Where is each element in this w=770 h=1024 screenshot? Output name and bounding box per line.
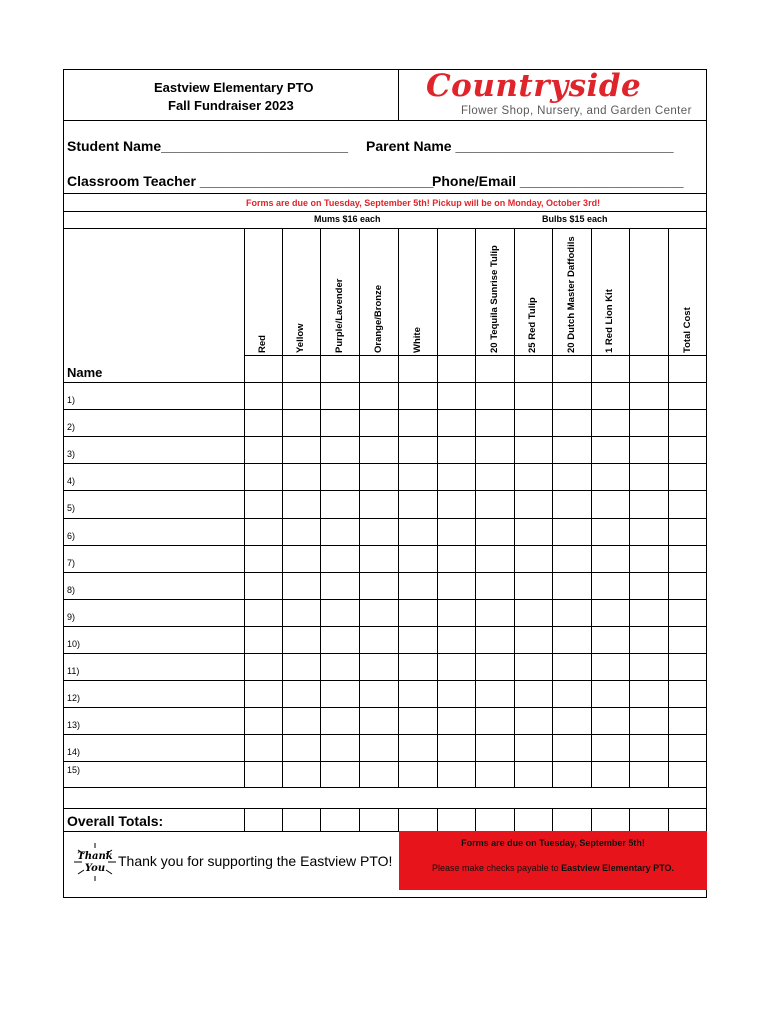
quantity-cell[interactable] [359,734,398,761]
quantity-cell[interactable] [320,436,359,463]
quantity-cell[interactable] [320,626,359,653]
quantity-cell[interactable] [591,572,629,599]
quantity-cell[interactable] [668,572,707,599]
quantity-cell[interactable] [591,463,629,490]
quantity-cell[interactable] [514,490,552,517]
quantity-cell[interactable] [320,599,359,626]
checks-payable-prefix: Please make checks payable to [432,863,562,873]
quantity-cell[interactable] [552,545,591,572]
quantity-cell[interactable] [282,572,320,599]
quantity-cell[interactable] [398,518,437,545]
quantity-cell[interactable] [629,545,668,572]
student-name-cell[interactable] [63,409,244,436]
quantity-cell[interactable] [552,734,591,761]
checks-payable-note [399,863,707,873]
svg-text:You: You [84,863,106,874]
quantity-cell[interactable] [475,382,514,409]
quantity-cell[interactable] [282,653,320,680]
row-number: 9) [67,611,76,622]
column-header: 20 Dutch Master Daffodils [565,236,577,353]
quantity-cell[interactable] [359,409,398,436]
quantity-cell[interactable] [552,626,591,653]
quantity-cell[interactable] [398,463,437,490]
quantity-cell[interactable] [591,545,629,572]
quantity-cell[interactable] [244,626,282,653]
quantity-cell[interactable] [398,436,437,463]
column-header: 25 Red Tulip [527,297,538,353]
quantity-cell[interactable] [359,545,398,572]
quantity-cell[interactable] [320,572,359,599]
quantity-cell[interactable] [552,761,591,787]
quantity-cell[interactable] [359,599,398,626]
quantity-cell[interactable] [591,409,629,436]
row-number: 4) [67,476,76,487]
quantity-cell[interactable] [591,436,629,463]
quantity-cell[interactable] [437,734,475,761]
quantity-cell[interactable] [591,734,629,761]
quantity-cell[interactable] [398,626,437,653]
quantity-cell[interactable] [359,653,398,680]
quantity-cell[interactable] [514,599,552,626]
quantity-cell[interactable] [668,436,707,463]
quantity-cell[interactable] [282,761,320,787]
quantity-cell[interactable] [398,707,437,734]
fundraiser-title: Fall Fundraiser 2023 [168,98,294,113]
row-number: 11) [67,666,80,676]
quantity-cell[interactable] [552,707,591,734]
quantity-cell[interactable] [244,680,282,707]
quantity-cell[interactable] [320,761,359,787]
quantity-cell[interactable] [437,518,475,545]
quantity-cell[interactable] [320,409,359,436]
totals-column-line [359,808,360,831]
quantity-cell[interactable] [514,463,552,490]
mums-price-label: Mums $16 each [314,214,381,224]
student-name-cell[interactable] [63,572,244,599]
quantity-cell[interactable] [320,653,359,680]
quantity-cell[interactable] [475,545,514,572]
quantity-cell[interactable] [359,382,398,409]
quantity-cell[interactable] [437,436,475,463]
quantity-cell[interactable] [398,761,437,787]
totals-column-line [398,808,399,831]
student-name-cell[interactable] [63,382,244,409]
quantity-cell[interactable] [629,436,668,463]
quantity-cell[interactable] [591,680,629,707]
quantity-cell[interactable] [359,572,398,599]
quantity-cell[interactable] [514,409,552,436]
quantity-cell[interactable] [282,545,320,572]
quantity-cell[interactable] [591,761,629,787]
row-number: 10) [67,638,81,649]
quantity-cell[interactable] [629,490,668,517]
quantity-cell[interactable] [591,707,629,734]
quantity-cell[interactable] [359,436,398,463]
quantity-cell[interactable] [244,436,282,463]
quantity-cell[interactable] [514,518,552,545]
student-name-cell[interactable] [63,653,244,680]
row-number: 15) [67,765,81,776]
quantity-cell[interactable] [514,545,552,572]
quantity-cell[interactable] [475,653,514,680]
totals-column-line [552,808,553,831]
quantity-cell[interactable] [475,707,514,734]
due-date-reminder: Forms are due on Tuesday, September 5th! [461,838,645,848]
quantity-cell[interactable] [475,626,514,653]
student-name-field[interactable]: Student Name________________________ [67,138,348,154]
quantity-cell[interactable] [282,382,320,409]
quantity-cell[interactable] [359,518,398,545]
quantity-cell[interactable] [437,382,475,409]
totals-column-line [591,808,592,831]
quantity-cell[interactable] [629,761,668,787]
quantity-cell[interactable] [475,490,514,517]
quantity-cell[interactable] [591,599,629,626]
student-name-cell[interactable] [63,518,244,545]
quantity-cell[interactable] [668,382,707,409]
quantity-cell[interactable] [629,707,668,734]
quantity-cell[interactable] [552,572,591,599]
student-name-cell[interactable] [63,626,244,653]
quantity-cell[interactable] [552,653,591,680]
quantity-cell[interactable] [359,761,398,787]
quantity-cell[interactable] [591,653,629,680]
quantity-cell[interactable] [552,436,591,463]
phone-email-field[interactable]: Phone/Email _____________________ [432,173,684,189]
totals-column-line [514,808,515,831]
quantity-cell[interactable] [398,572,437,599]
quantity-cell[interactable] [320,545,359,572]
quantity-cell[interactable] [514,707,552,734]
quantity-cell[interactable] [244,382,282,409]
quantity-cell[interactable] [475,436,514,463]
quantity-cell[interactable] [475,572,514,599]
quantity-cell[interactable] [629,572,668,599]
quantity-cell[interactable] [437,490,475,517]
quantity-cell[interactable] [398,599,437,626]
header-bottom-rule [244,355,707,356]
row-number: 3) [67,449,76,460]
logo-tagline: Flower Shop, Nursery, and Garden Center [461,105,692,117]
quantity-cell[interactable] [437,626,475,653]
quantity-cell[interactable] [244,572,282,599]
header-rule [63,120,707,121]
quantity-cell[interactable] [282,490,320,517]
quantity-cell[interactable] [552,409,591,436]
quantity-cell[interactable] [629,382,668,409]
quantity-cell[interactable] [668,761,707,787]
quantity-cell[interactable] [629,518,668,545]
quantity-cell[interactable] [437,680,475,707]
row-number: 6) [67,530,76,541]
student-name-cell[interactable] [63,490,244,517]
classroom-teacher-field[interactable]: Classroom Teacher ______________________________ [67,173,434,189]
quantity-cell[interactable] [668,626,707,653]
quantity-cell[interactable] [282,518,320,545]
totals-top-rule [63,808,707,809]
quantity-cell[interactable] [244,761,282,787]
row-number: 2) [67,422,76,433]
quantity-cell[interactable] [359,463,398,490]
totals-column-line [475,808,476,831]
quantity-cell[interactable] [282,680,320,707]
quantity-cell[interactable] [591,382,629,409]
header-divider [398,69,399,120]
student-name-cell[interactable] [63,599,244,626]
quantity-cell[interactable] [591,518,629,545]
quantity-cell[interactable] [668,490,707,517]
quantity-cell[interactable] [244,653,282,680]
quantity-cell[interactable] [629,734,668,761]
quantity-cell[interactable] [320,680,359,707]
quantity-cell[interactable] [591,490,629,517]
quantity-cell[interactable] [244,518,282,545]
quantity-cell[interactable] [668,463,707,490]
student-name-cell[interactable] [63,680,244,707]
quantity-cell[interactable] [514,680,552,707]
quantity-cell[interactable] [282,463,320,490]
student-name-cell[interactable] [63,761,244,788]
quantity-cell[interactable] [359,707,398,734]
quantity-cell[interactable] [437,761,475,787]
countryside-logo: Countryside [426,68,642,104]
quantity-cell[interactable] [398,490,437,517]
quantity-cell[interactable] [320,518,359,545]
quantity-cell[interactable] [475,761,514,787]
quantity-cell[interactable] [514,436,552,463]
quantity-cell[interactable] [398,382,437,409]
svg-text:Thank: Thank [77,851,113,862]
due-date-notice: Forms are due on Tuesday, September 5th! Pickup will be on Monday, October 3rd! [246,198,601,208]
totals-column-line [320,808,321,831]
student-name-cell[interactable] [63,545,244,572]
quantity-cell[interactable] [437,572,475,599]
quantity-cell[interactable] [359,626,398,653]
quantity-cell[interactable] [475,599,514,626]
totals-column-line [629,808,630,831]
quantity-cell[interactable] [320,463,359,490]
quantity-cell[interactable] [282,409,320,436]
quantity-cell[interactable] [552,382,591,409]
totals-column-line [282,808,283,831]
bulbs-price-label: Bulbs $15 each [542,214,608,224]
quantity-cell[interactable] [475,518,514,545]
quantity-cell[interactable] [282,436,320,463]
quantity-cell[interactable] [475,409,514,436]
quantity-cell[interactable] [398,409,437,436]
row-number: 5) [67,503,76,514]
quantity-cell[interactable] [629,463,668,490]
quantity-cell[interactable] [244,599,282,626]
column-header: Yellow [295,323,306,353]
row-number: 8) [67,584,76,595]
quantity-cell[interactable] [244,734,282,761]
thank-you-badge [72,842,118,882]
quantity-cell[interactable] [320,490,359,517]
totals-column-line [668,808,669,831]
quantity-cell[interactable] [475,463,514,490]
quantity-cell[interactable] [398,653,437,680]
quantity-cell[interactable] [552,518,591,545]
quantity-cell[interactable] [668,680,707,707]
quantity-cell[interactable] [591,626,629,653]
quantity-cell[interactable] [514,653,552,680]
column-header: White [411,327,423,353]
quantity-cell[interactable] [668,518,707,545]
quantity-cell[interactable] [514,382,552,409]
quantity-cell[interactable] [359,490,398,517]
quantity-cell[interactable] [475,680,514,707]
totals-column-line [437,808,438,831]
quantity-cell[interactable] [437,599,475,626]
quantity-cell[interactable] [320,734,359,761]
quantity-cell[interactable] [629,653,668,680]
quantity-cell[interactable] [514,734,552,761]
column-header: Total Cost [681,307,693,353]
quantity-cell[interactable] [668,599,707,626]
thank-you-message: Thank you for supporting the Eastview PTO! [118,853,393,869]
quantity-cell[interactable] [398,545,437,572]
column-header: 20 Tequila Sunrise Tulip [488,245,500,353]
quantity-cell[interactable] [668,653,707,680]
quantity-cell[interactable] [514,761,552,787]
quantity-cell[interactable] [668,707,707,734]
column-header: Purple/Lavender [333,278,345,353]
quantity-cell[interactable] [514,626,552,653]
quantity-cell[interactable] [282,707,320,734]
quantity-cell[interactable] [359,680,398,707]
quantity-cell[interactable] [437,409,475,436]
student-name-cell[interactable] [63,734,244,761]
quantity-cell[interactable] [552,463,591,490]
quantity-cell[interactable] [437,653,475,680]
overall-totals-label: Overall Totals: [67,813,164,829]
quantity-cell[interactable] [668,545,707,572]
quantity-cell[interactable] [320,707,359,734]
quantity-cell[interactable] [514,572,552,599]
school-title: Eastview Elementary PTO [154,80,314,95]
quantity-cell[interactable] [282,734,320,761]
row-number: 13) [67,720,81,731]
quantity-cell[interactable] [437,707,475,734]
quantity-cell[interactable] [668,734,707,761]
quantity-cell[interactable] [437,545,475,572]
totals-column-line [244,808,245,831]
quantity-cell[interactable] [244,707,282,734]
student-name-cell[interactable] [63,463,244,490]
quantity-cell[interactable] [398,734,437,761]
quantity-cell[interactable] [552,490,591,517]
column-header: Red [257,335,268,353]
quantity-cell[interactable] [629,626,668,653]
quantity-cell[interactable] [244,463,282,490]
quantity-cell[interactable] [629,680,668,707]
quantity-cell[interactable] [244,545,282,572]
quantity-cell[interactable] [244,490,282,517]
student-name-cell[interactable] [63,707,244,734]
name-column-header: Name [67,365,103,380]
quantity-cell[interactable] [629,409,668,436]
quantity-cell[interactable] [320,382,359,409]
row-number: 1) [67,395,76,405]
quantity-cell[interactable] [629,599,668,626]
checks-payable-name: Eastview Elementary PTO. [561,863,674,873]
parent-name-field[interactable]: Parent Name ____________________________ [366,138,674,154]
row-number: 14) [67,747,81,758]
column-header: 1 Red Lion Kit [604,289,615,353]
quantity-cell[interactable] [244,409,282,436]
row-number: 7) [67,557,76,568]
payment-notice-box [399,831,707,890]
quantity-cell[interactable] [475,734,514,761]
quantity-cell[interactable] [668,409,707,436]
quantity-cell[interactable] [437,463,475,490]
quantity-cell[interactable] [282,626,320,653]
row-number: 12) [67,693,81,704]
quantity-cell[interactable] [552,680,591,707]
quantity-cell[interactable] [552,599,591,626]
student-name-cell[interactable] [63,436,244,463]
quantity-cell[interactable] [398,680,437,707]
column-header: Orange/Bronze [372,284,384,353]
quantity-cell[interactable] [282,599,320,626]
